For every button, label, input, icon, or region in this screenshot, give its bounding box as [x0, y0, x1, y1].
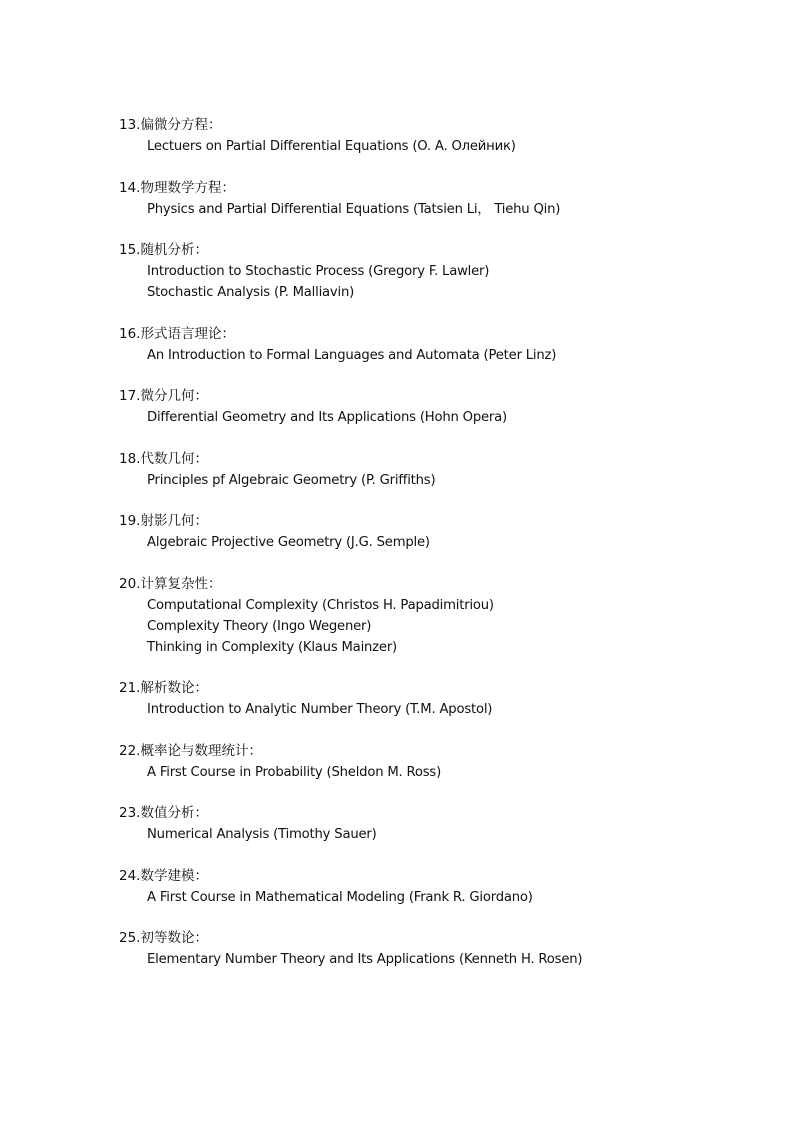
subject-heading: 21.解析数论：	[119, 680, 208, 696]
list-item-25	[119, 928, 739, 970]
list-item-17	[119, 386, 739, 428]
book-title: Elementary Number Theory and Its Applications (Kenneth H. Rosen)	[147, 952, 583, 967]
subject-heading: 23.数值分析：	[119, 805, 208, 821]
list-item-14	[119, 178, 739, 220]
list-item-13	[119, 115, 739, 157]
subject-heading: 24.数学建模：	[119, 867, 208, 884]
book-title: Numerical Analysis (Timothy Sauer)	[147, 827, 377, 842]
list-item-23	[119, 803, 739, 845]
book-title: A First Course in Probability (Sheldon M. Ross)	[147, 764, 442, 780]
book-title: An Introduction to Formal Languages and Automata (Peter Linz)	[147, 347, 557, 363]
book-title: Algebraic Projective Geometry (J.G. Semple)	[147, 535, 430, 550]
list-item-18	[119, 449, 739, 491]
subject-heading: 25.初等数论：	[119, 930, 208, 946]
subject-heading: 20.计算复杂性：	[119, 575, 222, 592]
book-title: Introduction to Stochastic Process (Gregory F. Lawler)	[147, 264, 490, 279]
list-item-21	[119, 678, 739, 720]
book-title: Computational Complexity (Christos H. Papadimitriou)	[147, 597, 494, 613]
list-item-15	[119, 240, 739, 303]
subject-heading: 15.随机分析：	[119, 242, 208, 258]
subject-heading: 17.微分几何：	[119, 388, 208, 404]
subject-heading: 18.代数几何：	[119, 450, 208, 467]
subject-heading: 13.偏微分方程：	[119, 117, 222, 133]
list-item-16	[119, 324, 739, 366]
book-title: Complexity Theory (Ingo Wegener)	[147, 618, 372, 634]
list-item-20	[119, 574, 739, 658]
subject-heading: 22.概率论与数理统计：	[119, 742, 262, 759]
book-title: Differential Geometry and Its Applications (Hohn Opera)	[147, 410, 507, 425]
book-title: A First Course in Mathematical Modeling (Frank R. Giordano)	[147, 889, 533, 905]
book-title: Introduction to Analytic Number Theory (T.M. Apostol)	[147, 702, 493, 717]
subject-heading: 19.射影几何：	[119, 513, 208, 529]
list-item-24	[119, 866, 739, 908]
book-title: Principles pf Algebraic Geometry (P. Griffiths)	[147, 472, 436, 488]
subject-heading: 14.物理数学方程：	[119, 179, 235, 196]
subject-heading: 16.形式语言理论：	[119, 325, 235, 342]
list-item-19	[119, 511, 739, 553]
list-item-22	[119, 741, 739, 783]
book-list	[119, 115, 739, 991]
book-title: Physics and Partial Differential Equations (Tatsien Li， Tiehu Qin)	[147, 201, 561, 217]
book-title: Stochastic Analysis (P. Malliavin)	[147, 285, 355, 300]
book-title: Thinking in Complexity (Klaus Mainzer)	[147, 639, 397, 655]
book-title: Lectuers on Partial Differential Equations (O. A. Олейник)	[147, 139, 516, 154]
